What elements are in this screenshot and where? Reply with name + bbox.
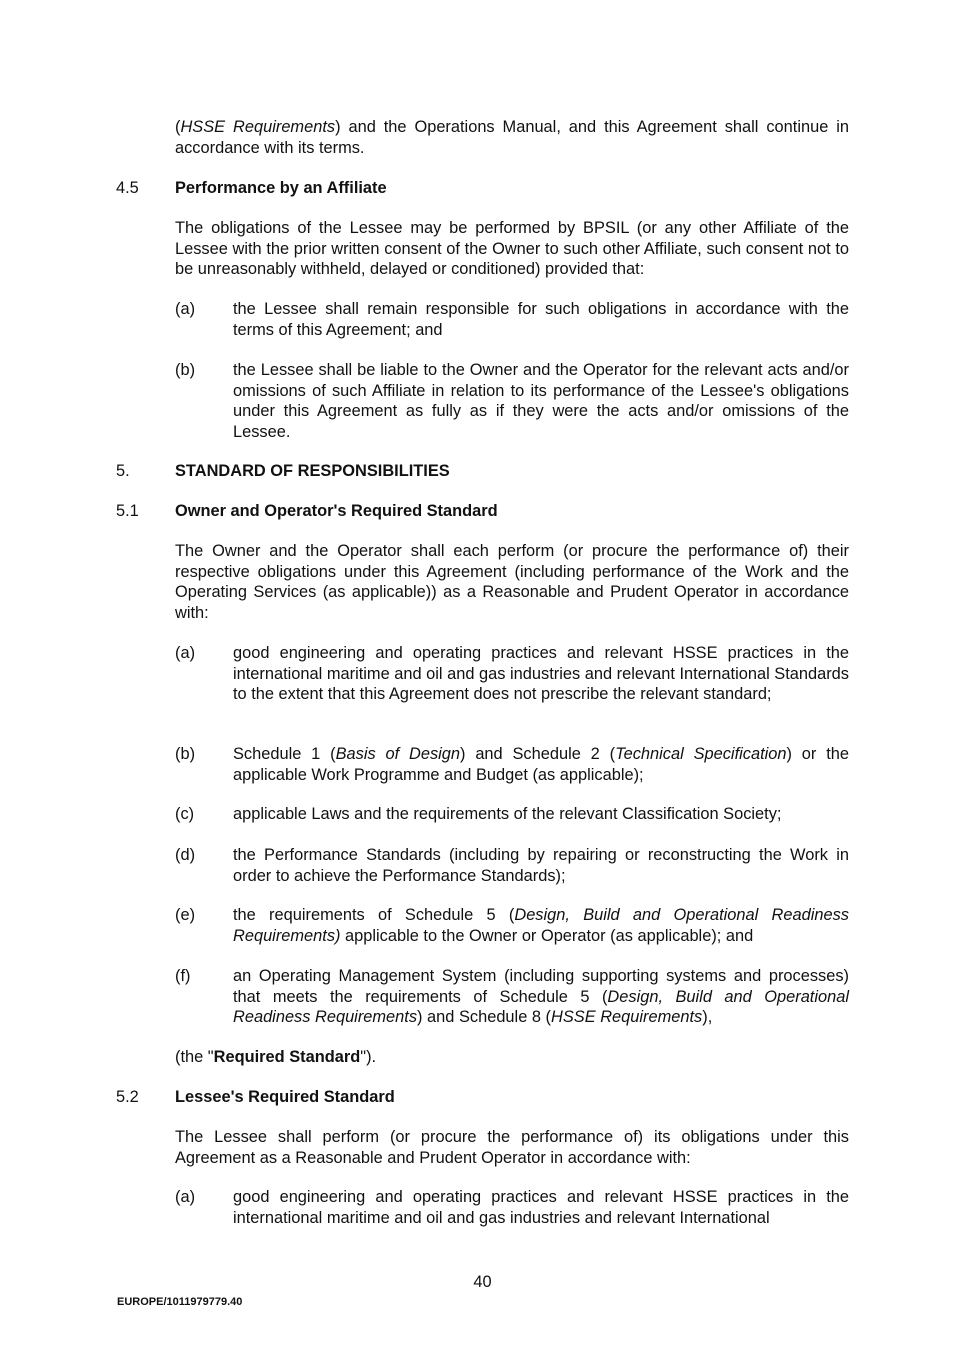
defined-term: Required Standard: [213, 1048, 361, 1066]
section-number: 5.2: [116, 1088, 139, 1106]
chapter-heading: STANDARD OF RESPONSIBILITIES: [175, 462, 450, 480]
section-number: 4.5: [116, 179, 139, 197]
list-marker: (c): [175, 805, 195, 823]
list-item: the Performance Standards (including by repairing or reconstructing the Work in order to achieve the Performance Standards);: [233, 846, 849, 885]
list-item: good engineering and operating practices and relevant HSSE practices in the international maritime and oil and gas industries and relevant International: [233, 1188, 849, 1227]
list-marker: (a): [175, 300, 196, 318]
page-number: 40: [473, 1273, 492, 1291]
section-body: The Lessee shall perform (or procure the performance of) its obligations under this Agreement as a Reasonable and Prudent Operator in accordance with:: [175, 1128, 849, 1167]
list-marker: (f): [175, 967, 191, 985]
section-body: The obligations of the Lessee may be performed by BPSIL (or any other Affiliate of the Lessee with the prior written consent of the Owner to such other Affiliate, such consent not to be unreasonably withheld, delayed or conditioned) provided that:: [175, 219, 849, 279]
list-item: the Lessee shall be liable to the Owner and the Operator for the relevant acts and/or omissions of such Affiliate in relation to its performance of the Lessee's obligations under this Agreement as fully as if they were the acts and/or omissions of the Lessee.: [233, 361, 849, 441]
section-heading: Lessee's Required Standard: [175, 1088, 395, 1106]
list-marker: (e): [175, 906, 196, 924]
section-heading: Owner and Operator's Required Standard: [175, 502, 498, 520]
list-marker: (b): [175, 361, 196, 379]
list-item: an Operating Management System (including supporting systems and processes) that meets the requirements of Schedule 5 (Design, Build and Operational Readiness Requirements) and Schedule 8 (HSSE Requirements),: [233, 967, 849, 1027]
list-item: the Lessee shall remain responsible for such obligations in accordance with the terms of this Agreement; and: [233, 300, 849, 339]
section-heading: Performance by an Affiliate: [175, 179, 387, 197]
section-number: 5.1: [116, 502, 139, 520]
defined-term-paragraph: (the "Required Standard").: [175, 1048, 377, 1066]
list-marker: (d): [175, 846, 196, 864]
list-marker: (a): [175, 644, 196, 662]
intro-emphasis: HSSE Requirements: [180, 118, 336, 136]
document-reference: EUROPE/1011979779.40: [117, 1296, 243, 1308]
intro-paragraph: (HSSE Requirements) and the Operations Manual, and this Agreement shall continue in accordance with its terms.: [175, 118, 849, 157]
list-item: good engineering and operating practices and relevant HSSE practices in the international maritime and oil and gas industries and relevant International Standards to the extent that this Agreement does not prescribe the relevant standard;: [233, 644, 849, 704]
list-marker: (a): [175, 1188, 196, 1206]
list-marker: (b): [175, 745, 196, 763]
list-item: applicable Laws and the requirements of the relevant Classification Society;: [233, 805, 782, 823]
list-item: the requirements of Schedule 5 (Design, Build and Operational Readiness Requirements) applicable to the Owner or Operator (as applicable); and: [233, 906, 849, 945]
section-body: The Owner and the Operator shall each perform (or procure the performance of) their respective obligations under this Agreement (including performance of the Work and the Operating Services (as applicable)) as a Reasonable and Prudent Operator in accordance with:: [175, 542, 849, 622]
section-number: 5.: [116, 462, 130, 480]
list-item: Schedule 1 (Basis of Design) and Schedule 2 (Technical Specification) or the applicable Work Programme and Budget (as applicable);: [233, 745, 849, 784]
